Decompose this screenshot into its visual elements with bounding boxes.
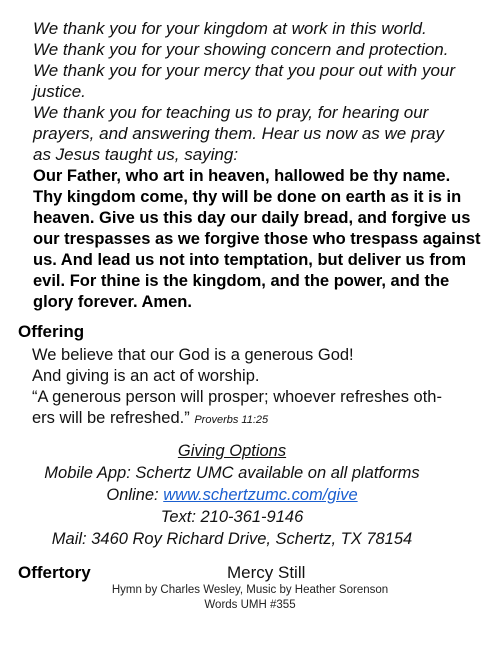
prayer-line: as Jesus taught us, saying: — [33, 145, 239, 164]
giving-text: Text: 210-361-9146 — [160, 508, 304, 526]
giving-online-label: Online: — [106, 486, 159, 504]
prayer-line: We thank you for your showing concern and protection. — [33, 40, 449, 59]
offertory-credit: Hymn by Charles Wesley, Music by Heather Sorenson — [111, 584, 389, 596]
giving-online-link[interactable]: www.schertzumc.com/give — [163, 486, 358, 504]
giving-mail: Mail: 3460 Roy Richard Drive, Schertz, TX 78154 — [51, 530, 413, 548]
offering-line: We believe that our God is a generous God! — [32, 346, 354, 364]
prayer-line: We thank you for teaching us to pray, for hearing our — [33, 103, 429, 122]
prayer-line: We thank you for your mercy that you pour out with your — [33, 61, 456, 80]
prayer-line: We thank you for your kingdom at work in this world. — [33, 19, 427, 38]
giving-mobile: Mobile App: Schertz UMC available on all platforms — [44, 464, 420, 482]
lords-prayer-line: evil. For thine is the kingdom, and the power, and the — [33, 272, 450, 290]
offering-line-last — [32, 408, 268, 430]
offering-quote-end: ers will be refreshed.” — [32, 409, 190, 427]
offering-line: “A generous person will prosper; whoever refreshes oth- — [32, 388, 442, 406]
offertory-words: Words UMH #355 — [204, 599, 296, 611]
lords-prayer-line: Thy kingdom come, thy will be done on earth as it is in — [33, 188, 462, 206]
prayer-line: justice. — [33, 82, 86, 101]
lords-prayer-line: us. And lead us not into temptation, but deliver us from — [33, 251, 466, 269]
scripture-citation: Proverbs 11:25 — [194, 414, 269, 426]
lords-prayer-line: Our Father, who art in heaven, hallowed be thy name. — [33, 167, 451, 185]
giving-online — [0, 484, 464, 506]
lords-prayer-line: heaven. Give us this day our daily bread, and forgive us — [33, 209, 471, 227]
offertory-heading: Offertory — [18, 563, 91, 582]
lords-prayer-line: our trespasses as we forgive those who trespass against — [33, 230, 481, 248]
offering-heading: Offering — [18, 322, 85, 341]
offering-line: And giving is an act of worship. — [32, 367, 260, 385]
giving-options-title: Giving Options — [177, 442, 287, 460]
lords-prayer-line: glory forever. Amen. — [33, 293, 192, 311]
prayer-line: prayers, and answering them. Hear us now as we pray — [33, 124, 445, 143]
offertory-song-title: Mercy Still — [227, 563, 306, 582]
